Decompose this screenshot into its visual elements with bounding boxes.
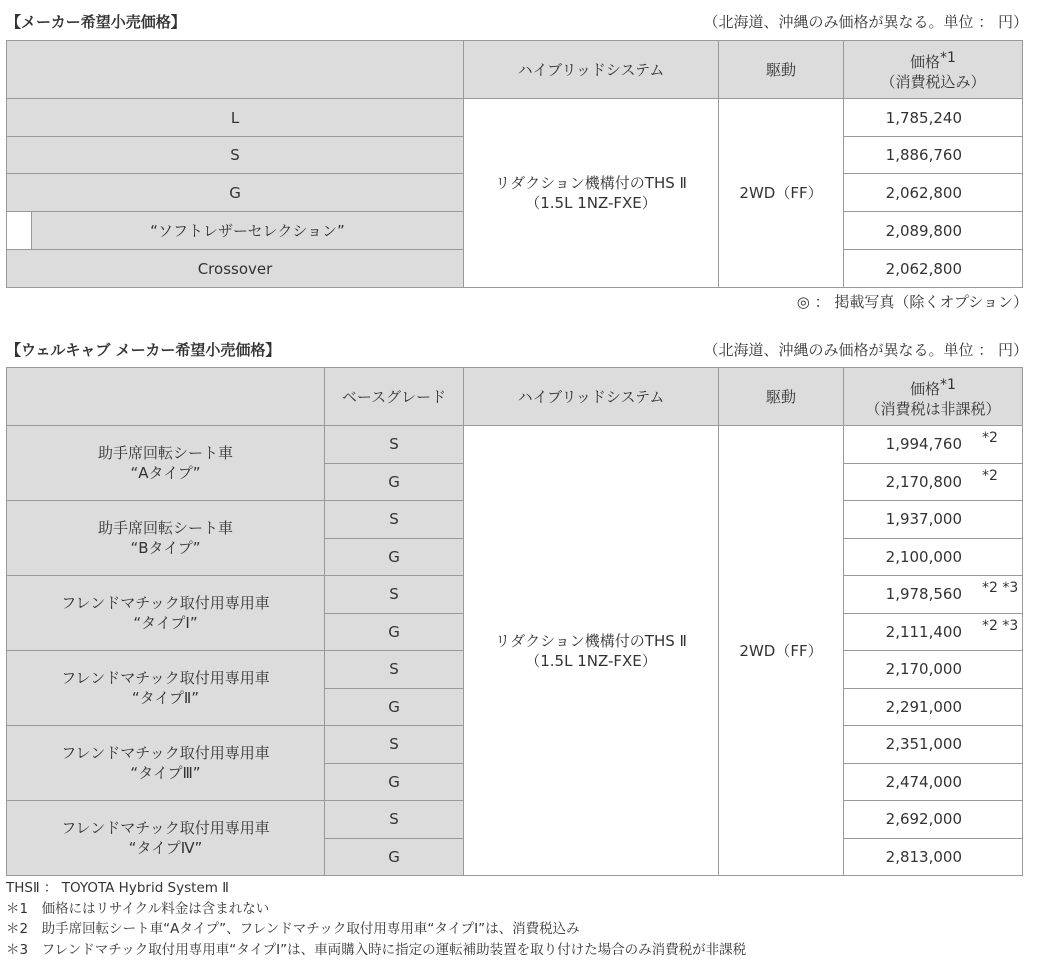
base-grade-g: G <box>325 463 464 501</box>
section1-unit-note: （北海道、沖縄のみ価格が異なる。単位 ： 円） <box>703 13 1028 31</box>
base-grade-g: G <box>325 763 464 801</box>
price-tax-note: （消費税込み） <box>880 72 986 91</box>
price-cell: 2,170,800 *2 <box>844 463 1023 501</box>
base-grade-s: S <box>325 651 464 689</box>
header-drive: 駆動 <box>719 368 844 426</box>
system-cell <box>464 99 719 288</box>
vehicle-type-1: フレンドマチック取付用専用車 “タイプⅠ” <box>7 576 325 651</box>
vehicle-type-3: フレンドマチック取付用専用車 “タイプⅢ” <box>7 726 325 801</box>
price-footnote-mark: *1 <box>940 49 956 66</box>
price-cell: 2,111,400 *2 *3 <box>844 613 1023 651</box>
base-grade-s: S <box>325 726 464 764</box>
grade-s: S <box>7 137 464 174</box>
grade-soft-leather: “ソフトレザーセレクション” <box>7 212 464 250</box>
header-drive: 駆動 <box>719 41 844 99</box>
price-cell: 2,291,000 <box>844 688 1023 726</box>
price-table <box>6 40 1023 288</box>
base-grade-g: G <box>325 838 464 876</box>
section2-unit-note: （北海道、沖縄のみ価格が異なる。単位 ： 円） <box>703 341 1028 359</box>
system-name: リダクション機構付のTHS Ⅱ <box>495 174 687 192</box>
note-1: ＊1 価格にはリサイクル料金は含まれない <box>6 900 270 917</box>
footnote-mark: *2 *3 <box>982 617 1019 634</box>
header-system: ハイブリッドシステム <box>464 41 719 99</box>
welcab-price-table <box>6 367 1023 876</box>
vehicle-type-4: フレンドマチック取付用専用車 “タイプⅣ” <box>7 801 325 876</box>
price-crossover: 2,062,800 <box>844 250 1023 288</box>
price-cell: 1,994,760 *2 <box>844 426 1023 464</box>
header-blank <box>7 41 464 99</box>
price-soft-leather: 2,089,800 <box>844 212 1023 250</box>
vehicle-a-type: 助手席回転シート車 “Aタイプ” <box>7 426 325 501</box>
base-grade-g: G <box>325 613 464 651</box>
section2-heading: 【ウェルキャブ メーカー希望小売価格】 <box>6 341 281 359</box>
base-grade-s: S <box>325 426 464 464</box>
base-grade-s: S <box>325 501 464 539</box>
header-blank <box>7 368 325 426</box>
vehicle-type-2: フレンドマチック取付用専用車 “タイプⅡ” <box>7 651 325 726</box>
footnote-mark: *2 <box>982 467 998 484</box>
base-grade-s: S <box>325 801 464 839</box>
vehicle-b-type: 助手席回転シート車 “Bタイプ” <box>7 501 325 576</box>
base-grade-s: S <box>325 576 464 614</box>
system-name: リダクション機構付のTHS Ⅱ <box>495 631 687 650</box>
price-cell: 2,351,000 <box>844 726 1023 764</box>
price-cell: 2,813,000 <box>844 838 1023 876</box>
drive-cell: 2WD（FF） <box>719 426 844 876</box>
footnote-mark: *2 *3 <box>982 580 1019 596</box>
price-cell: 2,692,000 <box>844 801 1023 839</box>
price-cell: 2,474,000 <box>844 763 1023 801</box>
grade-crossover: Crossover <box>7 250 464 288</box>
photo-legend: ◎ ： 掲載写真（除くオプション） <box>796 293 1028 311</box>
price-cell: 2,100,000 <box>844 538 1023 576</box>
system-engine: （1.5L 1NZ-FXE） <box>525 651 657 670</box>
header-base-grade: ベースグレード <box>325 368 464 426</box>
note-3: ＊3 フレンドマチック取付用専用車“タイプⅠ”は、車両購入時に指定の運転補助装置を取り付けた場合のみ消費税が非課税 <box>6 941 747 958</box>
note-2: ＊2 助手席回転シート車“Aタイプ”、フレンドマチック取付用専用車“タイプⅠ”は、消費税込み <box>6 921 580 937</box>
price-tax-note: （消費税は非課税） <box>865 399 1001 418</box>
grade-g: G <box>7 174 464 212</box>
drive-cell: 2WD（FF） <box>719 99 844 288</box>
price-cell: 1,937,000 <box>844 501 1023 539</box>
footnote-mark: *2 <box>982 430 998 446</box>
footnotes <box>6 878 746 960</box>
price-cell: 2,170,000 <box>844 651 1023 689</box>
section1-heading: 【メーカー希望小売価格】 <box>6 13 186 31</box>
price-cell: 1,978,560 *2 *3 <box>844 576 1023 614</box>
system-engine: （1.5L 1NZ-FXE） <box>525 194 657 212</box>
base-grade-g: G <box>325 538 464 576</box>
header-system: ハイブリッドシステム <box>464 368 719 426</box>
price-footnote-mark: *1 <box>940 376 956 393</box>
note-ths: THSⅡ ： TOYOTA Hybrid System Ⅱ <box>6 880 229 896</box>
header-price: 価格*1 （消費税込み） <box>844 41 1023 99</box>
price-s: 1,886,760 <box>844 137 1023 174</box>
price-l: 1,785,240 <box>844 99 1023 137</box>
header-price: 価格*1 （消費税は非課税） <box>844 368 1023 426</box>
system-cell <box>464 426 719 876</box>
grade-l: L <box>7 99 464 137</box>
price-g: 2,062,800 <box>844 174 1023 212</box>
base-grade-g: G <box>325 688 464 726</box>
